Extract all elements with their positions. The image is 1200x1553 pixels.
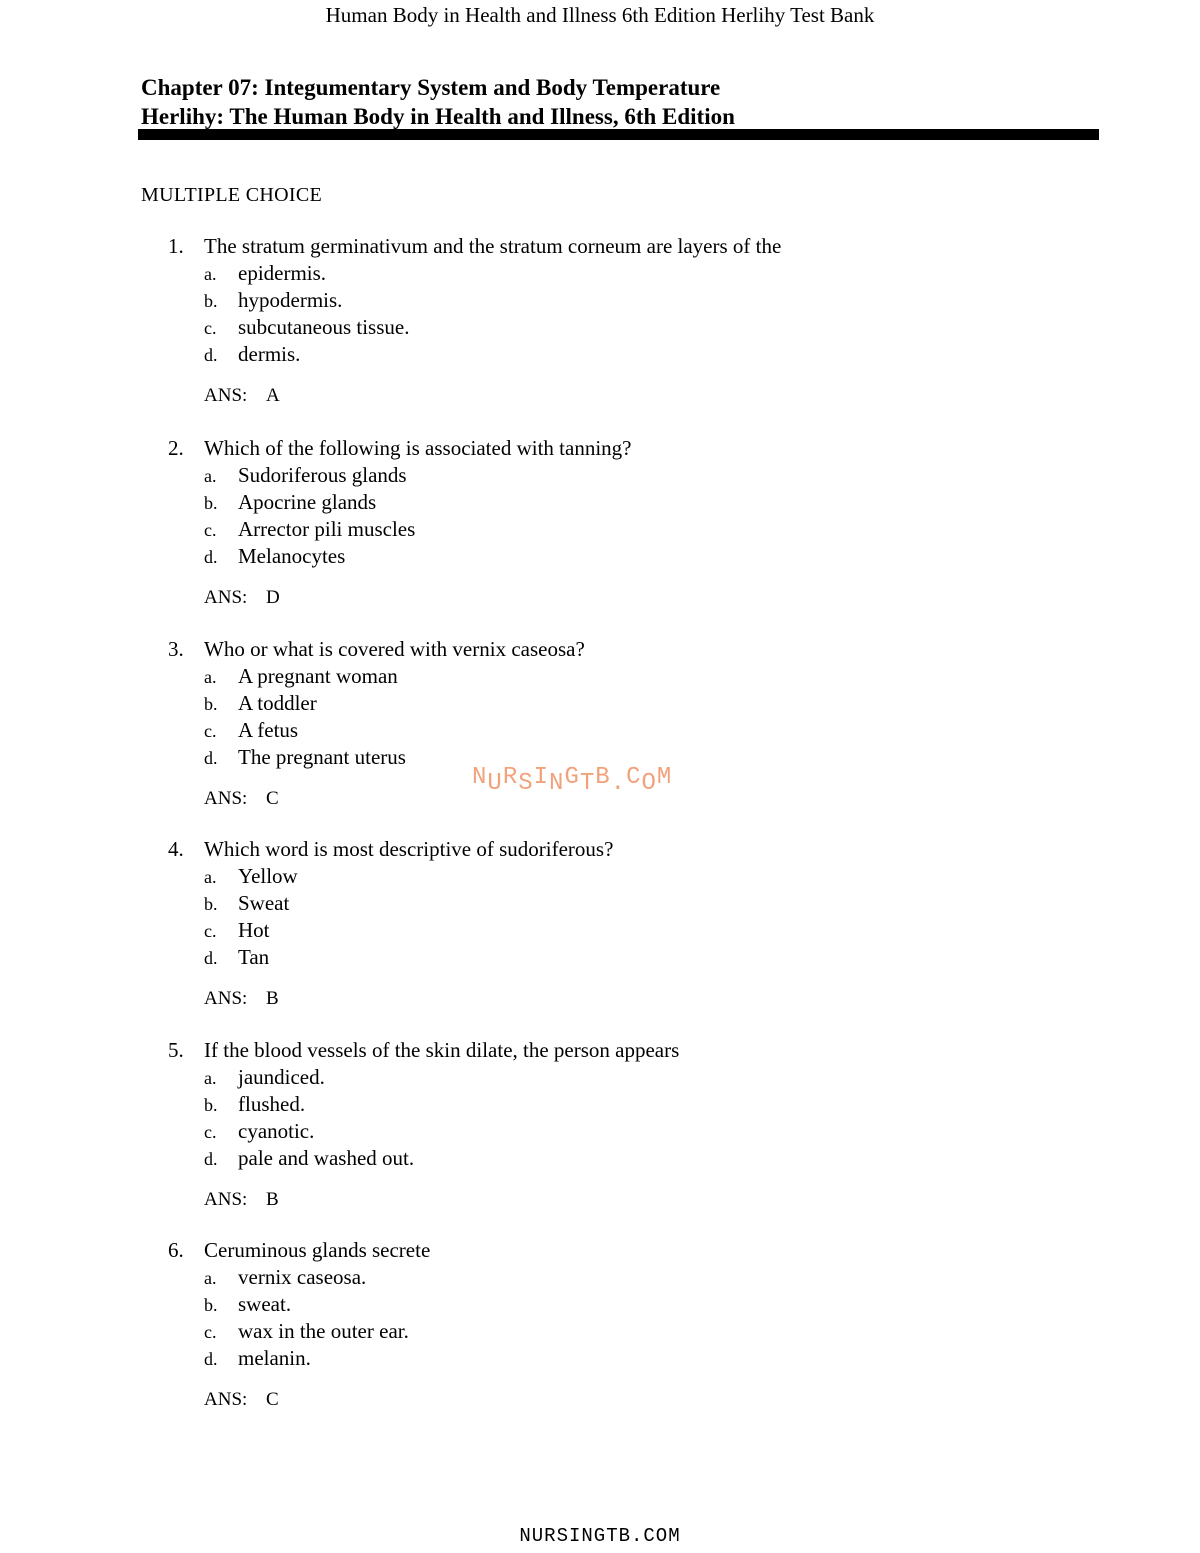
question-line [168, 836, 1068, 863]
answer-value: A [266, 385, 280, 406]
option-text: Sweat [238, 891, 290, 915]
answer-option [168, 516, 1068, 543]
answer-option [168, 1091, 1068, 1118]
answer-option [168, 690, 1068, 717]
answer-option [168, 1118, 1068, 1145]
option-text: jaundiced. [238, 1065, 325, 1089]
question-item [168, 435, 1068, 611]
option-text: hypodermis. [238, 288, 343, 312]
question-stem: Which word is most descriptive of sudoriferous? [204, 837, 614, 861]
option-letter: d. [204, 948, 218, 968]
watermark-char: U [487, 770, 503, 797]
question-number: 2. [168, 436, 184, 460]
option-letter: d. [204, 345, 218, 365]
option-letter: a. [204, 1068, 217, 1088]
answer-label: ANS: [204, 587, 248, 608]
watermark-char: R [502, 764, 519, 791]
question-line [168, 1037, 1068, 1064]
option-text: Yellow [238, 864, 298, 888]
option-text: Apocrine glands [238, 490, 377, 514]
answer-option [168, 287, 1068, 314]
option-text: cyanotic. [238, 1119, 315, 1143]
answer-option [168, 1345, 1068, 1372]
answer-option [168, 1064, 1068, 1091]
answer-label: ANS: [204, 1189, 248, 1210]
answer-value: C [266, 1389, 279, 1410]
answer-option [168, 890, 1068, 917]
option-letter: c. [204, 721, 217, 741]
option-letter: b. [204, 694, 218, 714]
question-item [168, 1237, 1068, 1413]
chapter-title: Chapter 07: Integumentary System and Body Temperature [141, 75, 721, 100]
answer-option [168, 863, 1068, 890]
answer-option [168, 1318, 1068, 1345]
option-letter: a. [204, 264, 217, 284]
watermark-char: N [472, 764, 488, 791]
answer-option [168, 1264, 1068, 1291]
answer-label: ANS: [204, 988, 248, 1009]
option-letter: a. [204, 867, 217, 887]
answer-value: D [266, 587, 280, 608]
title-divider [138, 129, 1099, 140]
question-stem: Who or what is covered with vernix caseosa? [204, 637, 585, 661]
question-number: 5. [168, 1038, 184, 1062]
option-letter: c. [204, 520, 217, 540]
option-text: Arrector pili muscles [238, 517, 416, 541]
section-heading: MULTIPLE CHOICE [141, 184, 322, 206]
answer-option [168, 341, 1068, 368]
watermark-char: C [626, 764, 642, 791]
page-footer: NURSINGTB.COM [519, 1525, 681, 1547]
option-letter: d. [204, 547, 218, 567]
option-letter: a. [204, 466, 217, 486]
option-text: Tan [238, 945, 270, 969]
question-number: 1. [168, 234, 184, 258]
question-stem: Ceruminous glands secrete [204, 1238, 431, 1262]
answer-option [168, 717, 1068, 744]
answer-option [168, 1291, 1068, 1318]
option-text: epidermis. [238, 261, 327, 285]
question-line [168, 233, 1068, 260]
option-letter: b. [204, 493, 218, 513]
watermark-char: . [610, 770, 627, 797]
question-number: 3. [168, 637, 184, 661]
answer-key [168, 1186, 1068, 1213]
question-number: 6. [168, 1238, 184, 1262]
option-text: melanin. [238, 1346, 311, 1370]
option-text: subcutaneous tissue. [238, 315, 410, 339]
option-letter: b. [204, 1095, 218, 1115]
watermark-char: B [595, 764, 611, 791]
answer-option [168, 314, 1068, 341]
option-letter: c. [204, 1122, 217, 1142]
option-letter: b. [204, 1295, 218, 1315]
option-letter: d. [204, 748, 218, 768]
option-text: The pregnant uterus [238, 745, 406, 769]
question-item [168, 233, 1068, 409]
question-line [168, 636, 1068, 663]
answer-option [168, 663, 1068, 690]
question-item [168, 1037, 1068, 1213]
option-text: vernix caseosa. [238, 1265, 367, 1289]
chapter-heading [141, 73, 1099, 131]
option-letter: b. [204, 894, 218, 914]
answer-option [168, 543, 1068, 570]
watermark-char: T [579, 770, 596, 797]
question-line [168, 1237, 1068, 1264]
answer-key [168, 382, 1068, 409]
answer-key [168, 985, 1068, 1012]
answer-key [168, 1386, 1068, 1413]
option-letter: c. [204, 1322, 217, 1342]
option-letter: c. [204, 921, 217, 941]
answer-option [168, 489, 1068, 516]
option-letter: d. [204, 1349, 218, 1369]
question-stem: The stratum germinativum and the stratum corneum are layers of the [204, 234, 782, 258]
answer-value: C [266, 788, 279, 809]
option-letter: b. [204, 291, 218, 311]
answer-label: ANS: [204, 385, 248, 406]
option-text: Sudoriferous glands [238, 463, 407, 487]
answer-option [168, 944, 1068, 971]
question-item [168, 836, 1068, 1012]
answer-label: ANS: [204, 788, 248, 809]
question-number: 4. [168, 837, 184, 861]
option-text: Melanocytes [238, 544, 346, 568]
option-text: pale and washed out. [238, 1146, 415, 1170]
option-text: dermis. [238, 342, 301, 366]
option-letter: d. [204, 1149, 218, 1169]
watermark-char: O [641, 770, 657, 797]
book-title: Herlihy: The Human Body in Health and Illness, 6th Edition [141, 104, 735, 129]
answer-option [168, 462, 1068, 489]
option-text: A pregnant woman [238, 664, 398, 688]
watermark-char: I [533, 764, 550, 791]
option-letter: a. [204, 1268, 217, 1288]
question-stem: Which of the following is associated with tanning? [204, 436, 632, 460]
option-letter: c. [204, 318, 217, 338]
answer-key [168, 584, 1068, 611]
watermark-char: N [549, 770, 565, 797]
watermark [472, 764, 673, 797]
answer-option [168, 260, 1068, 287]
question-stem: If the blood vessels of the skin dilate, the person appears [204, 1038, 680, 1062]
option-text: A fetus [238, 718, 299, 742]
watermark-char: G [564, 764, 580, 791]
option-text: A toddler [238, 691, 317, 715]
watermark-char: S [518, 770, 534, 797]
answer-value: B [266, 988, 279, 1009]
option-text: flushed. [238, 1092, 306, 1116]
option-text: sweat. [238, 1292, 292, 1316]
option-text: wax in the outer ear. [238, 1319, 409, 1343]
answer-value: B [266, 1189, 279, 1210]
question-line [168, 435, 1068, 462]
answer-option [168, 1145, 1068, 1172]
answer-label: ANS: [204, 1389, 248, 1410]
option-letter: a. [204, 667, 217, 687]
watermark-char: M [656, 764, 673, 791]
option-text: Hot [238, 918, 270, 942]
running-header: Human Body in Health and Illness 6th Edition Herlihy Test Bank [325, 3, 875, 27]
answer-option [168, 917, 1068, 944]
